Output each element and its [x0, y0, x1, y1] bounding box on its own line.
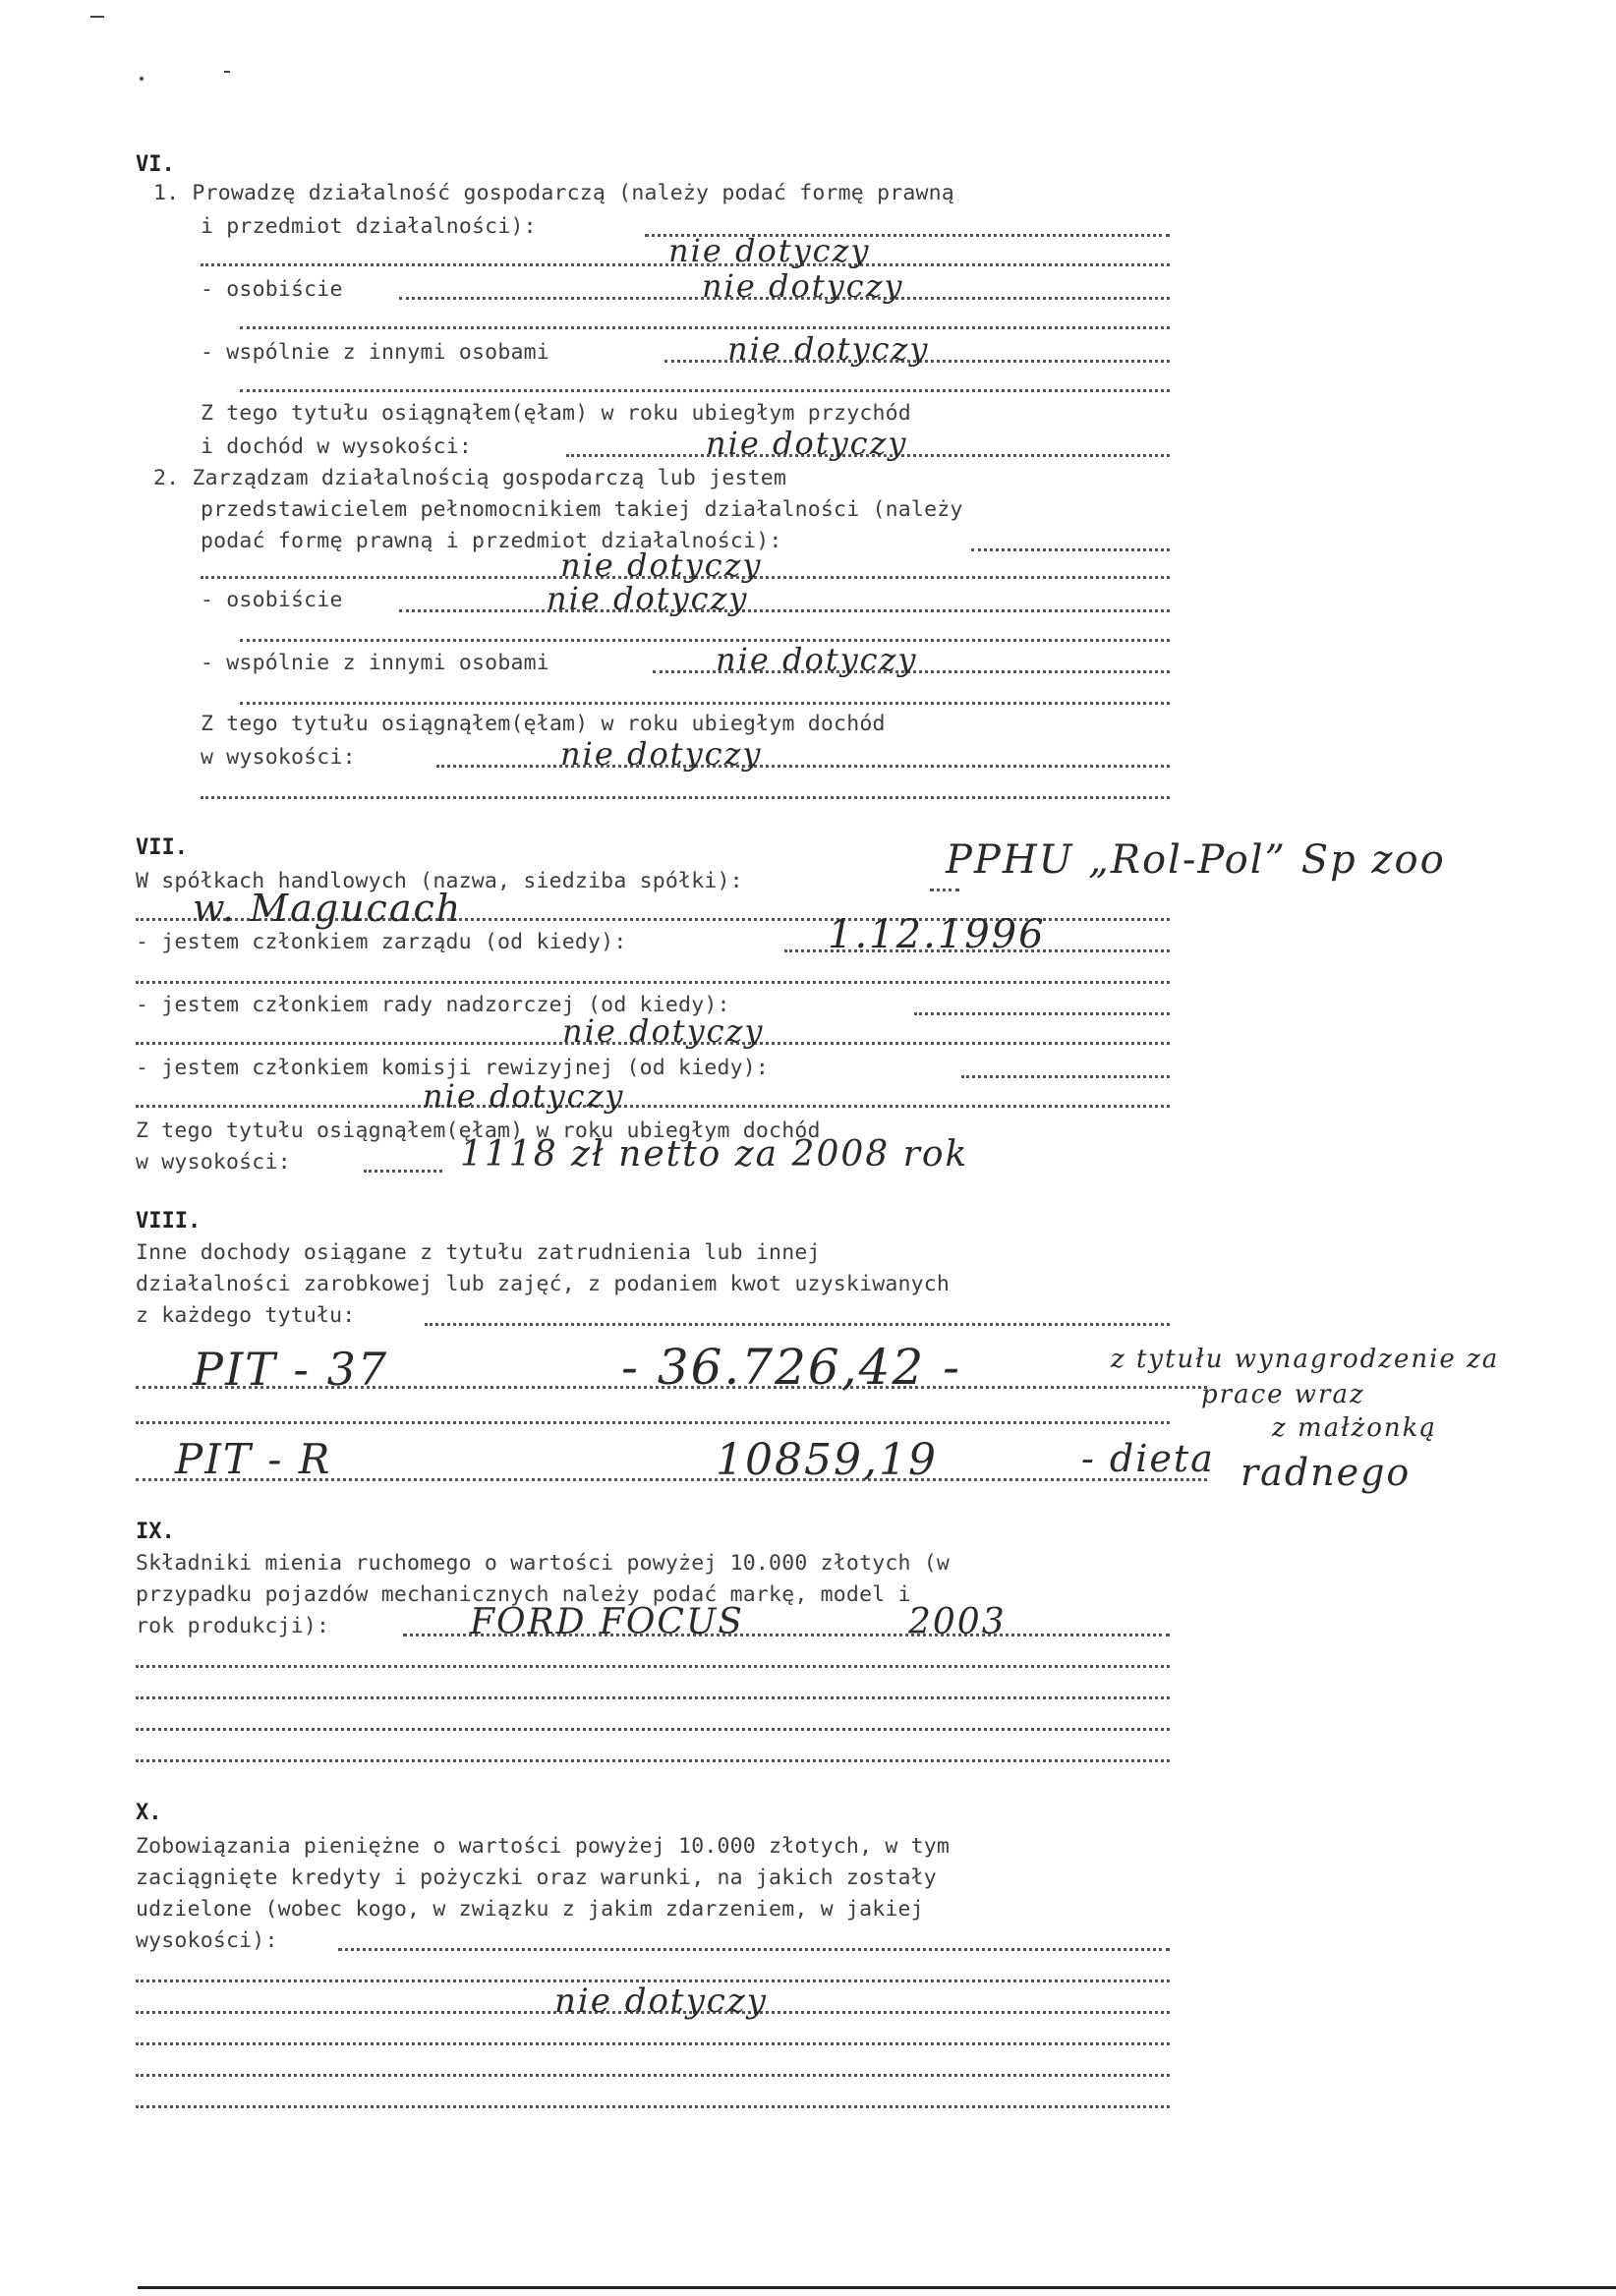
section-title: VII.: [136, 835, 188, 860]
form-line: rok produkcji):: [136, 1614, 330, 1638]
section-title: X.: [136, 1801, 162, 1825]
form-line: - osobiście: [201, 588, 343, 612]
handwritten-entry: nie dotyczy: [668, 232, 871, 269]
form-line: - wspólnie z innymi osobami: [201, 340, 549, 365]
dotted-fill: [338, 1948, 1170, 1951]
form-line: Inne dochody osiągane z tytułu zatrudnienia lub innej: [136, 1240, 821, 1265]
form-line: Z tego tytułu osiągnąłem(ęłam) w roku ubiegłym przychód: [201, 401, 911, 426]
handwritten-entry: nie dotyczy: [706, 425, 908, 462]
form-line: Zobowiązania pieniężne o wartości powyżej 10.000 złotych, w tym: [136, 1834, 951, 1859]
handwritten-entry: PPHU „Rol-Pol” Sp zoo: [946, 837, 1446, 883]
dotted-fill: [971, 548, 1170, 551]
form-line: podać formę prawną i przedmiot działalności):: [201, 529, 782, 553]
handwritten-entry: w. Magucach: [193, 887, 463, 930]
dotted-fill: [436, 765, 1170, 768]
scan-mark: [224, 71, 230, 73]
form-line: wysokości):: [136, 1928, 278, 1953]
handwritten-entry: nie dotyczy: [560, 546, 763, 584]
form-line: z każdego tytułu:: [136, 1303, 356, 1328]
handwritten-entry: z małżonką: [1272, 1413, 1437, 1443]
handwritten-entry: - 36.726,42 -: [621, 1339, 962, 1396]
handwritten-entry: prace wraz: [1201, 1380, 1365, 1409]
form-line: - jestem członkiem zarządu (od kiedy):: [136, 930, 627, 954]
handwritten-entry: nie dotyczy: [562, 1012, 765, 1050]
dotted-fill: [364, 1170, 442, 1173]
dotted-fill: [240, 639, 1170, 642]
dotted-fill: [136, 1665, 1170, 1668]
handwritten-entry: nie dotyczy: [547, 580, 749, 617]
dotted-fill: [136, 1759, 1170, 1762]
handwritten-entry: FORD FOCUS: [470, 1602, 744, 1642]
form-line: - osobiście: [201, 277, 343, 302]
handwritten-entry: nie dotyczy: [702, 267, 904, 305]
form-line: Z tego tytułu osiągnąłem(ęłam) w roku ubiegłym dochód: [136, 1119, 821, 1143]
dotted-fill: [914, 1012, 1170, 1015]
handwritten-entry: PIT - 37: [193, 1343, 389, 1396]
handwritten-entry: 1.12.1996: [828, 912, 1046, 957]
handwritten-entry: 1118 zł netto za 2008 rok: [460, 1134, 969, 1175]
dotted-fill: [136, 981, 1170, 984]
form-line: 2. Zarządzam działalnością gospodarczą lub jestem: [153, 466, 787, 490]
form-line: 1. Prowadzę działalność gospodarczą (należy podać formę prawną: [153, 181, 954, 205]
dotted-fill: [201, 796, 1170, 799]
dotted-fill: [136, 2042, 1170, 2045]
form-line: przedstawicielem pełnomocnikiem takiej działalności (należy: [201, 497, 963, 522]
handwritten-entry: nie dotyczy: [727, 330, 930, 368]
form-line: - jestem członkiem komisji rewizyjnej (od kiedy):: [136, 1056, 770, 1080]
dotted-fill: [425, 1323, 1170, 1326]
handwritten-entry: nie dotyczy: [716, 641, 918, 678]
dotted-fill: [930, 889, 959, 891]
scan-mark: [90, 16, 104, 18]
form-line: udzielone (wobec kogo, w związku z jakim zdarzeniem, w jakiej: [136, 1897, 924, 1922]
handwritten-entry: nie dotyczy: [554, 1981, 768, 2021]
form-line: W spółkach handlowych (nazwa, siedziba spółki):: [136, 869, 743, 893]
dotted-fill: [240, 326, 1170, 329]
handwritten-entry: PIT - R: [175, 1435, 332, 1483]
form-line: i dochód w wysokości:: [201, 434, 473, 459]
page-bottom-rule: [138, 2286, 1616, 2289]
handwritten-entry: 2003: [908, 1602, 1007, 1642]
handwritten-entry: z tytułu wynagrodzenie za: [1111, 1345, 1500, 1374]
handwritten-entry: nie dotyczy: [560, 735, 763, 773]
handwritten-entry: - dieta: [1081, 1437, 1215, 1480]
dotted-fill: [136, 1696, 1170, 1699]
form-line: przypadku pojazdów mechanicznych należy podać markę, model i: [136, 1582, 911, 1607]
form-line: zaciągnięte kredyty i pożyczki oraz warunki, na jakich zostały: [136, 1866, 937, 1890]
handwritten-entry: 10859,19: [716, 1435, 938, 1485]
section-title: IX.: [136, 1520, 175, 1544]
dotted-fill: [136, 1728, 1170, 1731]
dotted-fill: [136, 1421, 1170, 1424]
handwritten-entry: radnego: [1241, 1451, 1412, 1494]
form-line: w wysokości:: [201, 745, 356, 770]
dotted-fill: [399, 609, 1170, 612]
dotted-fill: [136, 2105, 1170, 2108]
dotted-fill: [961, 1075, 1170, 1078]
form-line: w wysokości:: [136, 1150, 291, 1175]
section-title: VIII.: [136, 1209, 202, 1234]
form-line: i przedmiot działalności):: [201, 214, 537, 239]
scan-mark: [140, 77, 144, 81]
form-line: Składniki mienia ruchomego o wartości powyżej 10.000 złotych (w: [136, 1551, 951, 1576]
dotted-fill: [240, 702, 1170, 705]
form-line: działalności zarobkowej lub zajęć, z podaniem kwot uzyskiwanych: [136, 1272, 951, 1296]
handwritten-entry: nie dotyczy: [423, 1077, 625, 1115]
section-title: VI.: [136, 152, 175, 177]
form-line: - wspólnie z innymi osobami: [201, 651, 549, 675]
dotted-fill: [240, 389, 1170, 392]
dotted-fill: [136, 2074, 1170, 2077]
form-line: Z tego tytułu osiągnąłem(ęłam) w roku ubiegłym dochód: [201, 712, 886, 736]
form-line: - jestem członkiem rady nadzorczej (od kiedy):: [136, 993, 730, 1017]
dotted-fill: [136, 1105, 1170, 1108]
